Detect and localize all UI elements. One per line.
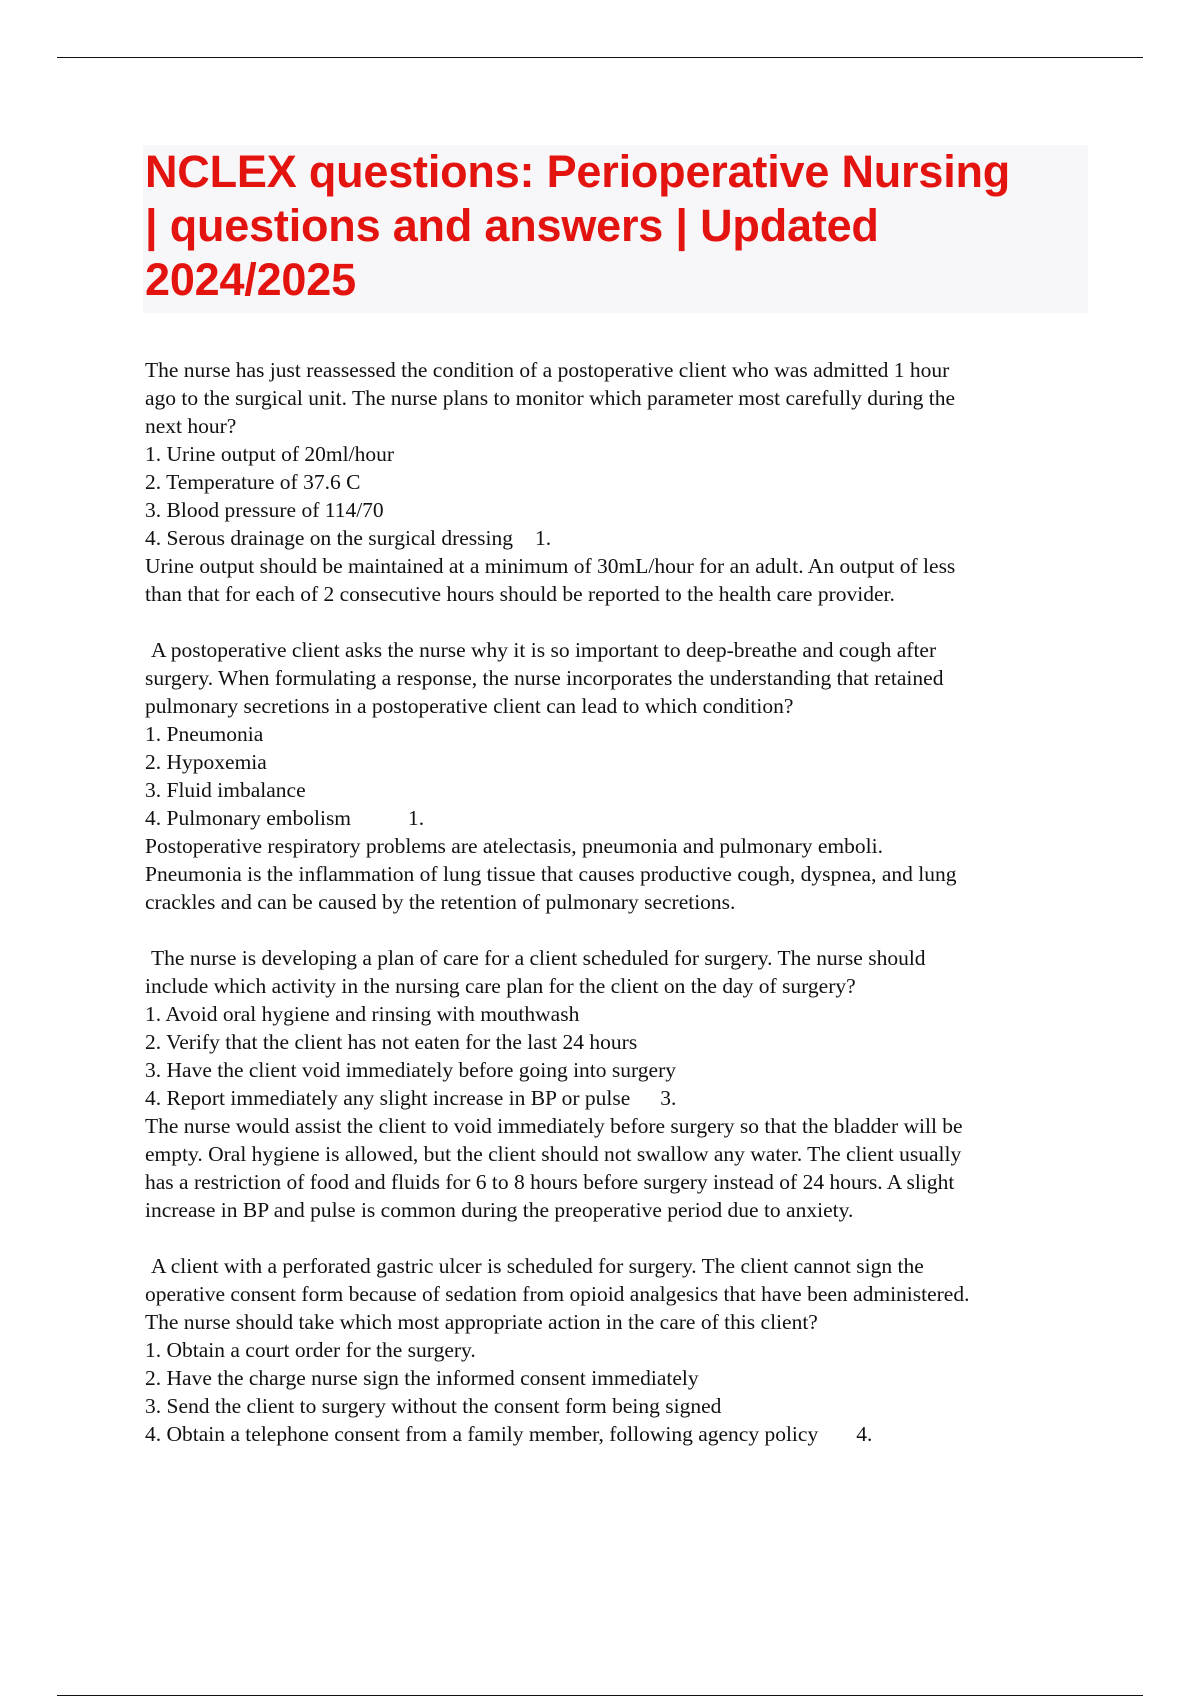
title-line: | questions and answers | Updated [145,200,879,251]
rationale-line: increase in BP and pulse is common during the preoperative period due to anxiety. [145,1198,854,1222]
answer-key: 1. [535,526,552,550]
answer-option: 4. Pulmonary embolism [145,806,352,830]
bottom-rule [57,1695,1143,1696]
rationale-line: Postoperative respiratory problems are atelectasis, pneumonia and pulmonary emboli. [145,834,883,858]
answer-option-with-key [145,804,1085,832]
question-block-1 [145,356,1085,608]
question-stem-line: The nurse should take which most appropriate action in the care of this client? [145,1310,818,1334]
document-title [145,145,1088,307]
answer-key: 3. [660,1086,677,1110]
answer-option: 3. Send the client to surgery without the consent form being signed [145,1394,722,1418]
answer-option: 3. Have the client void immediately before going into surgery [145,1058,676,1082]
answer-option: 3. Fluid imbalance [145,778,306,802]
rationale-line: Pneumonia is the inflammation of lung tissue that causes productive cough, dyspnea, and lung [145,862,957,886]
answer-key: 4. [856,1422,873,1446]
question-block-2 [145,636,1085,916]
question-stem-line: operative consent form because of sedation from opioid analgesics that have been administered. [145,1282,970,1306]
rationale-line: than that for each of 2 consecutive hours should be reported to the health care provider. [145,582,895,606]
answer-option-with-key [145,524,1085,552]
question-block-4 [145,1252,1085,1448]
answer-option: 4. Serous drainage on the surgical dressing [145,526,514,550]
answer-option: 4. Obtain a telephone consent from a family member, following agency policy [145,1422,819,1446]
question-stem-line: pulmonary secretions in a postoperative client can lead to which condition? [145,694,794,718]
question-stem-line: include which activity in the nursing care plan for the client on the day of surgery? [145,974,856,998]
answer-option: 2. Verify that the client has not eaten for the last 24 hours [145,1030,638,1054]
title-line: NCLEX questions: Perioperative Nursing [145,146,1011,197]
answer-option: 2. Temperature of 37.6 C [145,470,361,494]
document-body [145,356,1085,1476]
title-banner [143,145,1088,313]
question-stem-line: next hour? [145,414,237,438]
answer-option: 2. Have the charge nurse sign the informed consent immediately [145,1366,699,1390]
top-rule [57,57,1143,58]
answer-option: 1. Avoid oral hygiene and rinsing with mouthwash [145,1002,580,1026]
rationale-line: The nurse would assist the client to void immediately before surgery so that the bladder will be [145,1114,963,1138]
answer-option: 2. Hypoxemia [145,750,267,774]
answer-option: 4. Report immediately any slight increase in BP or pulse [145,1086,631,1110]
question-stem-line: A client with a perforated gastric ulcer is scheduled for surgery. The client cannot sign the [151,1254,924,1278]
title-line: 2024/2025 [145,254,356,305]
answer-option-with-key [145,1084,1085,1112]
question-stem-line: The nurse has just reassessed the condition of a postoperative client who was admitted 1 hour [145,358,950,382]
answer-option: 1. Obtain a court order for the surgery. [145,1338,476,1362]
answer-key: 1. [408,806,425,830]
question-stem-line: A postoperative client asks the nurse why it is so important to deep-breathe and cough after [151,638,937,662]
rationale-line: has a restriction of food and fluids for 6 to 8 hours before surgery instead of 24 hours. A slight [145,1170,955,1194]
rationale-line: Urine output should be maintained at a minimum of 30mL/hour for an adult. An output of less [145,554,956,578]
question-stem-line: ago to the surgical unit. The nurse plans to monitor which parameter most carefully during the [145,386,956,410]
rationale-line: empty. Oral hygiene is allowed, but the client should not swallow any water. The client usually [145,1142,962,1166]
answer-option: 3. Blood pressure of 114/70 [145,498,384,522]
answer-option: 1. Urine output of 20ml/hour [145,442,395,466]
question-stem-line: The nurse is developing a plan of care for a client scheduled for surgery. The nurse should [151,946,926,970]
answer-option: 1. Pneumonia [145,722,264,746]
question-block-3 [145,944,1085,1224]
question-stem-line: surgery. When formulating a response, the nurse incorporates the understanding that retained [145,666,944,690]
rationale-line: crackles and can be caused by the retention of pulmonary secretions. [145,890,736,914]
answer-option-with-key [145,1420,1085,1448]
